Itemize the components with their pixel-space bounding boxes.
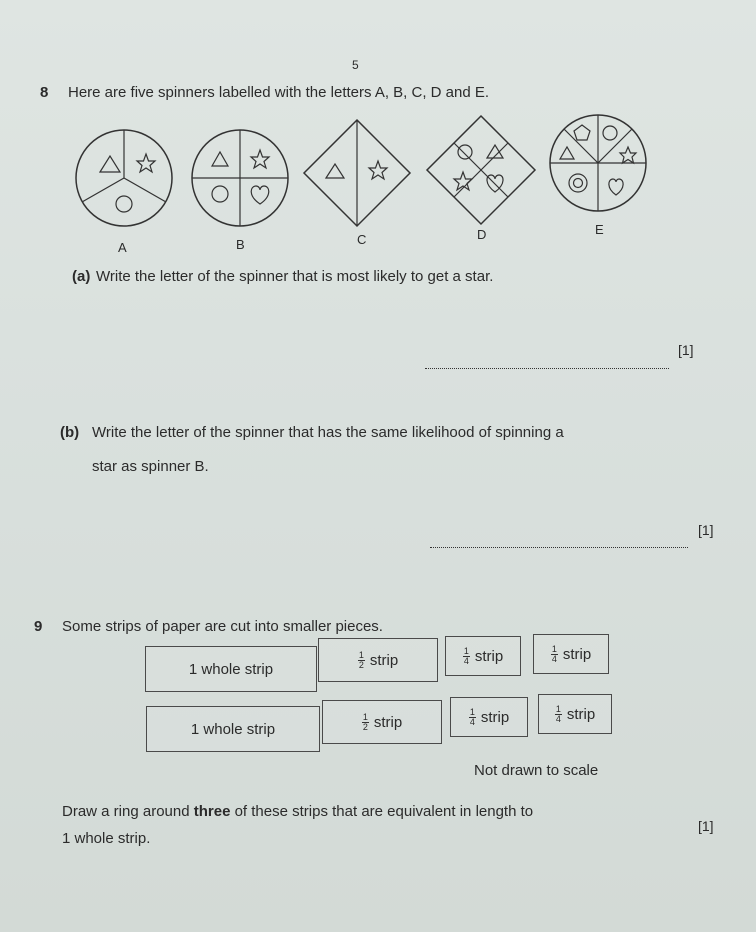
quarter-strip-row2-a[interactable] (450, 697, 528, 737)
spinner-label-a: A (118, 240, 127, 255)
triangle-icon (326, 164, 344, 178)
fraction-quarter: $\frac{1}{4}$ (551, 643, 557, 664)
heart-icon (251, 186, 269, 204)
question-9-instruction: Draw a ring around three of these strips that are equivalent in length to (62, 803, 534, 820)
fraction-quarter: $\frac{1}{4}$ (555, 703, 561, 724)
strip-label: strip (369, 651, 399, 669)
answer-line-b[interactable] (430, 547, 688, 548)
part-b-text-line2: star as spinner B. (92, 458, 209, 475)
quarter-strip-row1-b[interactable] (533, 634, 609, 674)
fraction-half: $\frac{1}{2}$ (362, 711, 368, 732)
circle-icon (458, 145, 472, 159)
question-9-intro: Some strips of paper are cut into smaller pieces. (62, 618, 383, 635)
scale-note: Not drawn to scale (474, 762, 599, 779)
strip-label: strip (480, 708, 510, 726)
circle-icon (116, 196, 132, 212)
part-a-text: Write the letter of the spinner that is most likely to get a star. (96, 268, 494, 285)
fraction-quarter: $\frac{1}{4}$ (469, 706, 475, 727)
half-strip-row1[interactable] (318, 638, 438, 682)
star-icon (251, 150, 269, 168)
part-a-label: (a) (72, 268, 91, 285)
strip-label: 1 whole strip (188, 660, 274, 678)
page-number: 5 (352, 58, 359, 72)
whole-strip-row1[interactable] (145, 646, 317, 692)
pentagon-icon (574, 125, 590, 140)
spinner-e (548, 113, 648, 213)
whole-strip-row2[interactable] (146, 706, 320, 752)
triangle-icon (212, 152, 228, 166)
part-b-text-line1: Write the letter of the spinner that has the same likelihood of spinning a (92, 424, 564, 441)
spinner-a (74, 128, 174, 228)
triangle-icon (560, 147, 574, 159)
fraction-quarter: $\frac{1}{4}$ (463, 645, 469, 666)
strip-label: strip (562, 645, 592, 663)
spinner-label-e: E (595, 222, 604, 237)
question-8-number: 8 (40, 84, 49, 101)
part-a-marks: [1] (678, 342, 694, 358)
star-icon (369, 161, 387, 179)
fraction-half: $\frac{1}{2}$ (358, 649, 364, 670)
star-icon (620, 147, 636, 163)
spinner-d (425, 114, 537, 226)
spinner-b (190, 128, 290, 228)
spinner-label-d: D (477, 227, 487, 242)
spinner-c (302, 118, 412, 228)
part-b-marks: [1] (698, 522, 714, 538)
question-9-number: 9 (34, 618, 43, 635)
question-9-instruction-line2: 1 whole strip. (62, 830, 151, 847)
strip-label: strip (566, 705, 596, 723)
half-strip-row2[interactable] (322, 700, 442, 744)
circle-icon (603, 126, 617, 140)
answer-line-a[interactable] (425, 368, 669, 369)
part-b-label: (b) (60, 424, 80, 441)
question-8-intro: Here are five spinners labelled with the letters A, B, C, D and E. (68, 84, 490, 101)
strip-label: strip (373, 713, 403, 731)
ring-icon (569, 174, 587, 192)
question-9-marks: [1] (698, 818, 714, 834)
circle-icon (212, 186, 228, 202)
quarter-strip-row2-b[interactable] (538, 694, 612, 734)
triangle-icon (100, 156, 120, 172)
strip-label: 1 whole strip (190, 720, 276, 738)
strip-label: strip (474, 647, 504, 665)
star-icon (137, 154, 155, 172)
spinner-label-b: B (236, 237, 245, 252)
quarter-strip-row1-a[interactable] (445, 636, 521, 676)
spinner-label-c: C (357, 232, 367, 247)
heart-icon (609, 179, 623, 195)
